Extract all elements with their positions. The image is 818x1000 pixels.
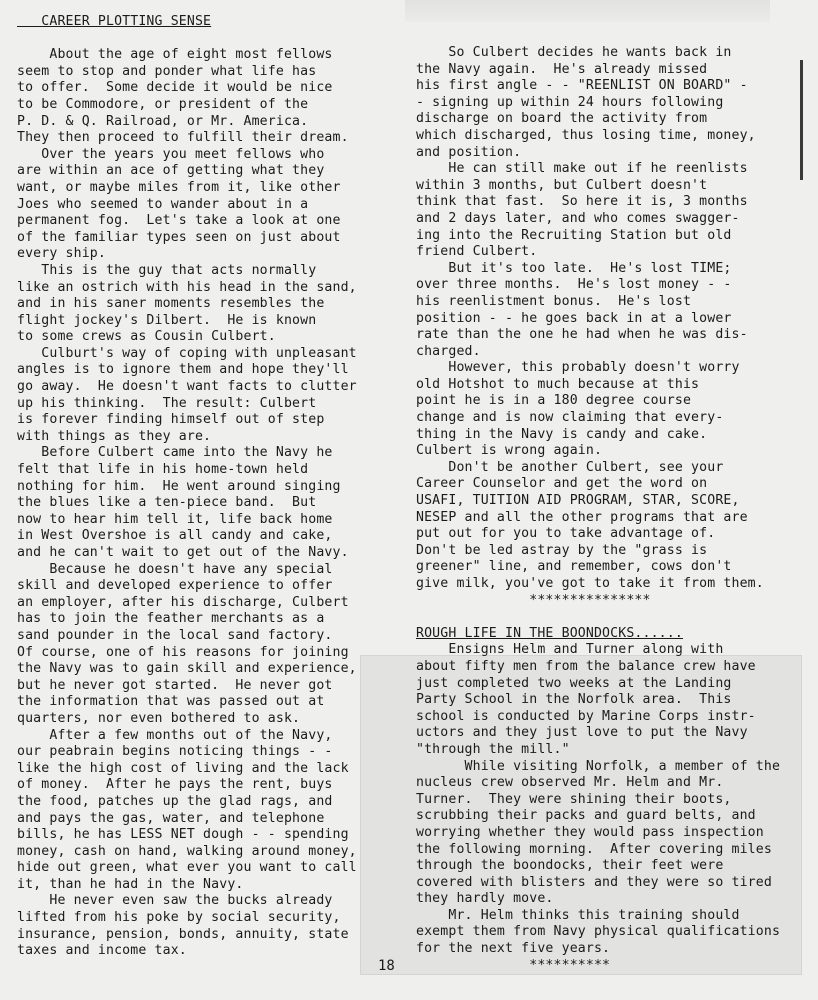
left-column-line: with things as they are. (17, 428, 212, 444)
left-column-line: skill and developed experience to offer (17, 578, 333, 594)
left-column-line: the food, patches up the glad rags, and (17, 793, 333, 809)
right-column-line: the following morning. After covering miles (416, 841, 772, 857)
right-column-line: just completed two weeks at the Landing (416, 675, 732, 691)
right-column-line: Mr. Helm thinks this training should (416, 907, 740, 923)
page-number: 18 (378, 958, 395, 974)
left-column-line: of money. After he pays the rent, buys (17, 777, 333, 793)
left-column-line: to offer. Some decide it would be nice (17, 80, 333, 96)
left-column-line (17, 31, 387, 48)
right-column-line: Ensigns Helm and Turner along with (416, 642, 724, 658)
left-column-line: like an ostrich with his head in the sand, (17, 279, 357, 295)
right-column-line: old Hotshot to much because at this (416, 376, 700, 392)
right-column-line: the Navy again. He's already missed (416, 61, 708, 77)
left-column-line: the Navy was to gain skill and experience, (17, 661, 357, 677)
section-heading: CAREER PLOTTING SENSE (17, 14, 212, 29)
right-column-line: Turner. They were shining their boots, (416, 791, 732, 807)
left-column-line: hide out green, what ever you want to call (17, 860, 357, 876)
right-column-line: Party School in the Norfolk area. This (416, 692, 732, 708)
left-column-line: the blues like a ten-piece band. But (17, 495, 317, 511)
right-column-line: So Culbert decides he wants back in (416, 45, 732, 60)
right-column-line: Career Counselor and get the word on (416, 476, 708, 492)
right-column-line: ********** (416, 957, 611, 973)
right-column-line: uctors and they just love to put the Navy (416, 725, 748, 741)
right-column-line: through the boondocks, their feet were (416, 858, 724, 874)
left-column-line: Over the years you meet fellows who (17, 146, 325, 162)
left-column-line: P. D. & Q. Railroad, or Mr. America. (17, 113, 309, 129)
right-column-line: covered with blisters and they were so tired (416, 874, 772, 890)
right-column-line: While visiting Norfolk, a member of the (416, 758, 781, 774)
left-column-line: nothing for him. He went around singing (17, 478, 341, 494)
right-column-line: and 2 days later, and who comes swagger- (416, 210, 740, 226)
right-column-line: scrubbing their packs and guard belts, and (416, 808, 756, 824)
left-column-line: up his thinking. The result: Culbert (17, 395, 317, 411)
left-column-line: quarters, nor even bothered to ask. (17, 710, 301, 726)
left-column-line: Of course, one of his reasons for joining (17, 644, 349, 660)
right-column-line: about fifty men from the balance crew have (416, 658, 756, 674)
right-column-line: put out for you to take advantage of. (416, 526, 716, 542)
left-column (17, 14, 387, 960)
right-column-line: his reenlistment bonus. He's lost (416, 293, 692, 309)
left-column-line: has to join the feather merchants as a (17, 611, 325, 627)
left-column-line: to some crews as Cousin Culbert. (17, 329, 276, 345)
left-column-line: insurance, pension, bonds, annuity, state (17, 926, 349, 942)
right-column-line: think that fast. So here it is, 3 months (416, 194, 748, 210)
left-column-line: and pays the gas, water, and telephone (17, 810, 325, 826)
right-column-line: school is conducted by Marine Corps instr- (416, 708, 756, 724)
left-column-line: now to hear him tell it, life back home (17, 511, 333, 527)
right-column-line: NESEP and all the other programs that are (416, 509, 748, 525)
right-column-line: his first angle - - "REENLIST ON BOARD" - (416, 78, 748, 94)
left-column-line: About the age of eight most fellows (17, 47, 333, 63)
right-column-line: rate than the one he had when he was dis- (416, 327, 748, 343)
left-column-line: taxes and income tax. (17, 943, 187, 959)
left-column-line: seem to stop and ponder what life has (17, 63, 317, 79)
left-column-line: money, cash on hand, walking around money, (17, 843, 357, 859)
left-column-line: but he never got started. He never got (17, 677, 333, 693)
right-column-line: - signing up within 24 hours following (416, 94, 724, 110)
bleed-through-header (405, 0, 770, 22)
right-column-line: discharge on board the activity from (416, 111, 708, 127)
left-column-line: the information that was passed out at (17, 694, 325, 710)
right-column-line: which discharged, thus losing time, money, (416, 127, 756, 143)
left-column-line: of the familiar types seen on just about (17, 229, 341, 245)
right-column-line: for the next five years. (416, 941, 611, 957)
left-column-line: in West Overshoe is all candy and cake, (17, 528, 333, 544)
left-column-line: He never even saw the bucks already (17, 893, 333, 909)
right-column-line: "through the mill." (416, 741, 570, 757)
right-column-line: thing in the Navy is candy and cake. (416, 426, 708, 442)
right-column-line: Don't be another Culbert, see your (416, 459, 724, 475)
left-column-line: permanent fog. Let's take a look at one (17, 213, 341, 229)
left-column-line: is forever finding himself out of step (17, 412, 325, 428)
left-column-line: flight jockey's Dilbert. He is known (17, 312, 317, 328)
right-column-line: worrying whether they would pass inspection (416, 824, 764, 840)
right-column-line: and position. (416, 144, 522, 160)
section-heading: ROUGH LIFE IN THE BOONDOCKS...... (416, 625, 683, 641)
left-column-line: every ship. (17, 246, 106, 262)
right-column-line: change and is now claiming that every- (416, 410, 724, 426)
left-column-line: sand pounder in the local sand factory. (17, 627, 333, 643)
left-column-line: want, or maybe miles from it, like other (17, 179, 341, 195)
left-column-line: Culburt's way of coping with unpleasant (17, 345, 357, 361)
right-column-line: give milk, you've got to take it from them. (416, 576, 764, 591)
left-column-line: to be Commodore, or president of the (17, 96, 309, 112)
right-column-line: position - - he goes back in at a lower (416, 310, 732, 326)
right-column-line: point he is in a 180 degree course (416, 393, 692, 409)
left-column-line: Before Culbert came into the Navy he (17, 445, 333, 461)
right-column-line: But it's too late. He's lost TIME; (416, 260, 732, 276)
right-column-line (416, 609, 801, 626)
left-column-line: bills, he has LESS NET dough - - spending (17, 827, 349, 843)
right-column-line: He can still make out if he reenlists (416, 161, 748, 177)
right-column-line: greener" line, and remember, cows don't (416, 559, 732, 575)
right-column-line: exempt them from Navy physical qualifications (416, 924, 781, 940)
left-column-line: angles is to ignore them and hope they'll (17, 362, 349, 378)
left-column-line: Because he doesn't have any special (17, 561, 333, 577)
right-column-line: charged. (416, 343, 481, 359)
left-column-line: an employer, after his discharge, Culbert (17, 594, 349, 610)
right-column-line: However, this probably doesn't worry (416, 360, 740, 376)
left-column-line: After a few months out of the Navy, (17, 727, 333, 743)
right-column-line: ing into the Recruiting Station but old (416, 227, 732, 243)
right-column-line: they hardly move. (416, 891, 554, 907)
right-column (416, 45, 801, 974)
left-column-line: and he can't wait to get out of the Navy. (17, 545, 349, 560)
right-column-line: nucleus crew observed Mr. Helm and Mr. (416, 775, 724, 791)
left-column-line: are within an ace of getting what they (17, 163, 325, 179)
left-column-line: lifted from his poke by social security, (17, 910, 341, 926)
left-column-line: our peabrain begins noticing things - - (17, 744, 333, 760)
right-column-line: Don't be led astray by the "grass is (416, 542, 708, 558)
left-column-line: it, than he had in the Navy. (17, 876, 244, 892)
right-column-line: friend Culbert. (416, 244, 538, 260)
right-column-line: USAFI, TUITION AID PROGRAM, STAR, SCORE, (416, 493, 740, 509)
left-column-line: and in his saner moments resembles the (17, 296, 325, 312)
right-column-line: within 3 months, but Culbert doesn't (416, 177, 708, 193)
left-column-line: This is the guy that acts normally (17, 262, 317, 278)
right-column-line: Culbert is wrong again. (416, 443, 603, 459)
right-column-line: over three months. He's lost money - - (416, 277, 732, 293)
left-column-line: They then proceed to fulfill their dream. (17, 130, 349, 146)
left-column-line: like the high cost of living and the lack (17, 760, 349, 776)
left-column-line: Joes who seemed to wander about in a (17, 196, 309, 212)
left-column-line: go away. He doesn't want facts to clutter (17, 379, 357, 395)
right-column-line: *************** (416, 592, 651, 608)
left-column-line: felt that life in his home-town held (17, 462, 309, 478)
